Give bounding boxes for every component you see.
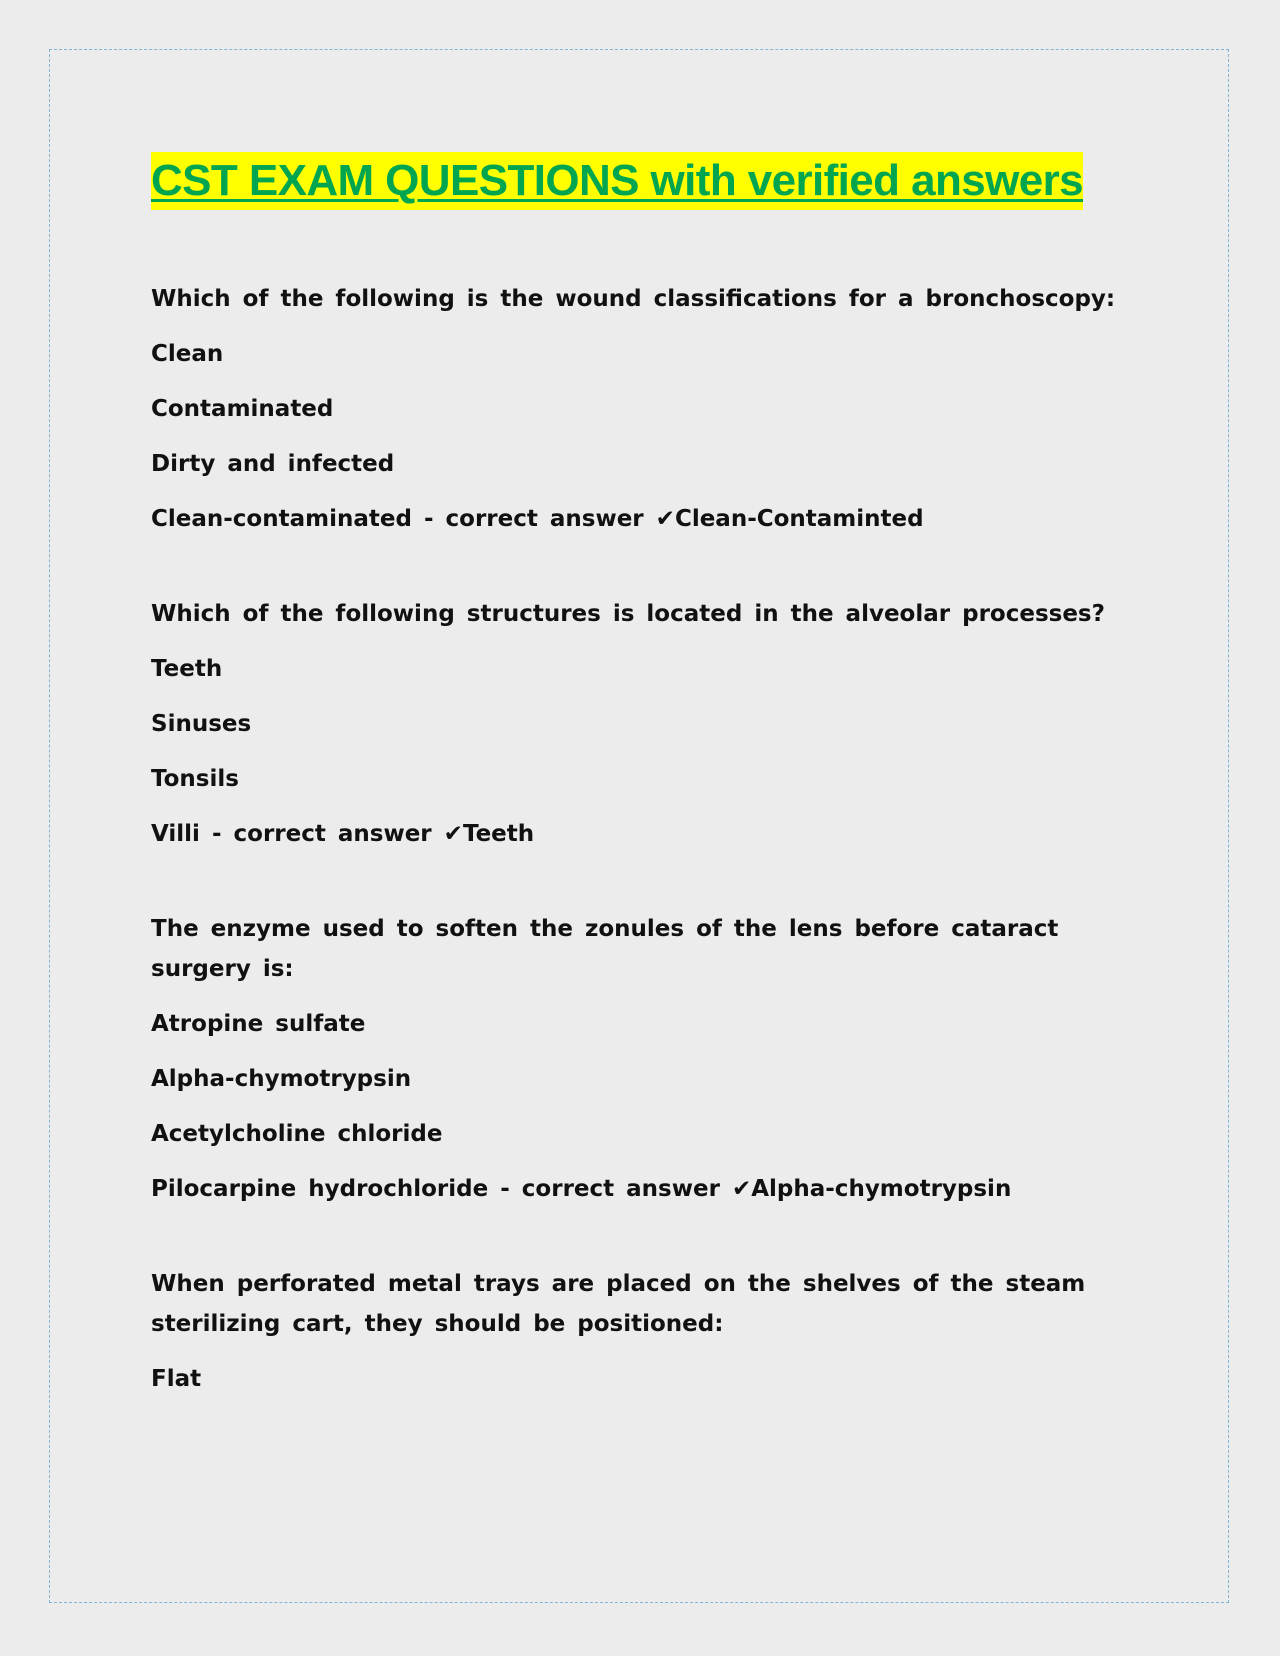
document-title: CST EXAM QUESTIONS with verified answers xyxy=(151,152,1083,210)
question-list xyxy=(151,279,1121,1399)
check-mark-icon: ✔ xyxy=(443,821,463,847)
answer-option: Flat xyxy=(151,1366,202,1392)
question-text: The enzyme used to soften the zonules of the lens before cataract surgery is: xyxy=(151,916,1059,982)
check-mark-icon: ✔ xyxy=(731,1176,752,1202)
correct-answer-value: Clean-Contaminted xyxy=(674,506,924,532)
question-block-3 xyxy=(151,909,1121,1209)
answer-option: Contaminated xyxy=(151,396,334,422)
question-text: Which of the following structures is located in the alveolar processes? xyxy=(151,601,1105,627)
question-text: Which of the following is the wound classifications for a bronchoscopy: xyxy=(151,286,1116,312)
correct-answer-label: - correct answer xyxy=(500,1176,720,1202)
correct-answer-value: Alpha-chymotrypsin xyxy=(751,1176,1012,1202)
answer-option: Pilocarpine hydrochloride xyxy=(151,1176,489,1202)
correct-answer-value: Teeth xyxy=(462,821,535,847)
correct-answer-label: - correct answer xyxy=(211,821,432,847)
answer-option-with-correct-answer xyxy=(151,814,1121,854)
question-text: When perforated metal trays are placed on the shelves of the steam sterilizing cart, they should be positioned: xyxy=(151,1271,1086,1337)
correct-answer-label: - correct answer xyxy=(423,506,644,532)
answer-option: Sinuses xyxy=(151,711,252,737)
question-block-4 xyxy=(151,1264,1121,1399)
answer-option: Clean xyxy=(151,341,224,367)
document-content xyxy=(151,152,1121,1454)
question-block-2 xyxy=(151,594,1121,854)
answer-option: Tonsils xyxy=(151,766,239,792)
answer-option: Clean-contaminated xyxy=(151,506,412,532)
answer-option: Atropine sulfate xyxy=(151,1011,366,1037)
answer-option: Teeth xyxy=(151,656,223,682)
answer-option: Dirty and infected xyxy=(151,451,395,477)
answer-option: Acetylcholine chloride xyxy=(151,1121,443,1147)
answer-option: Villi xyxy=(151,821,200,847)
answer-option-with-correct-answer xyxy=(151,499,1121,539)
answer-option-with-correct-answer xyxy=(151,1169,1121,1209)
check-mark-icon: ✔ xyxy=(655,506,675,532)
answer-option: Alpha-chymotrypsin xyxy=(151,1066,412,1092)
question-block-1 xyxy=(151,279,1121,539)
